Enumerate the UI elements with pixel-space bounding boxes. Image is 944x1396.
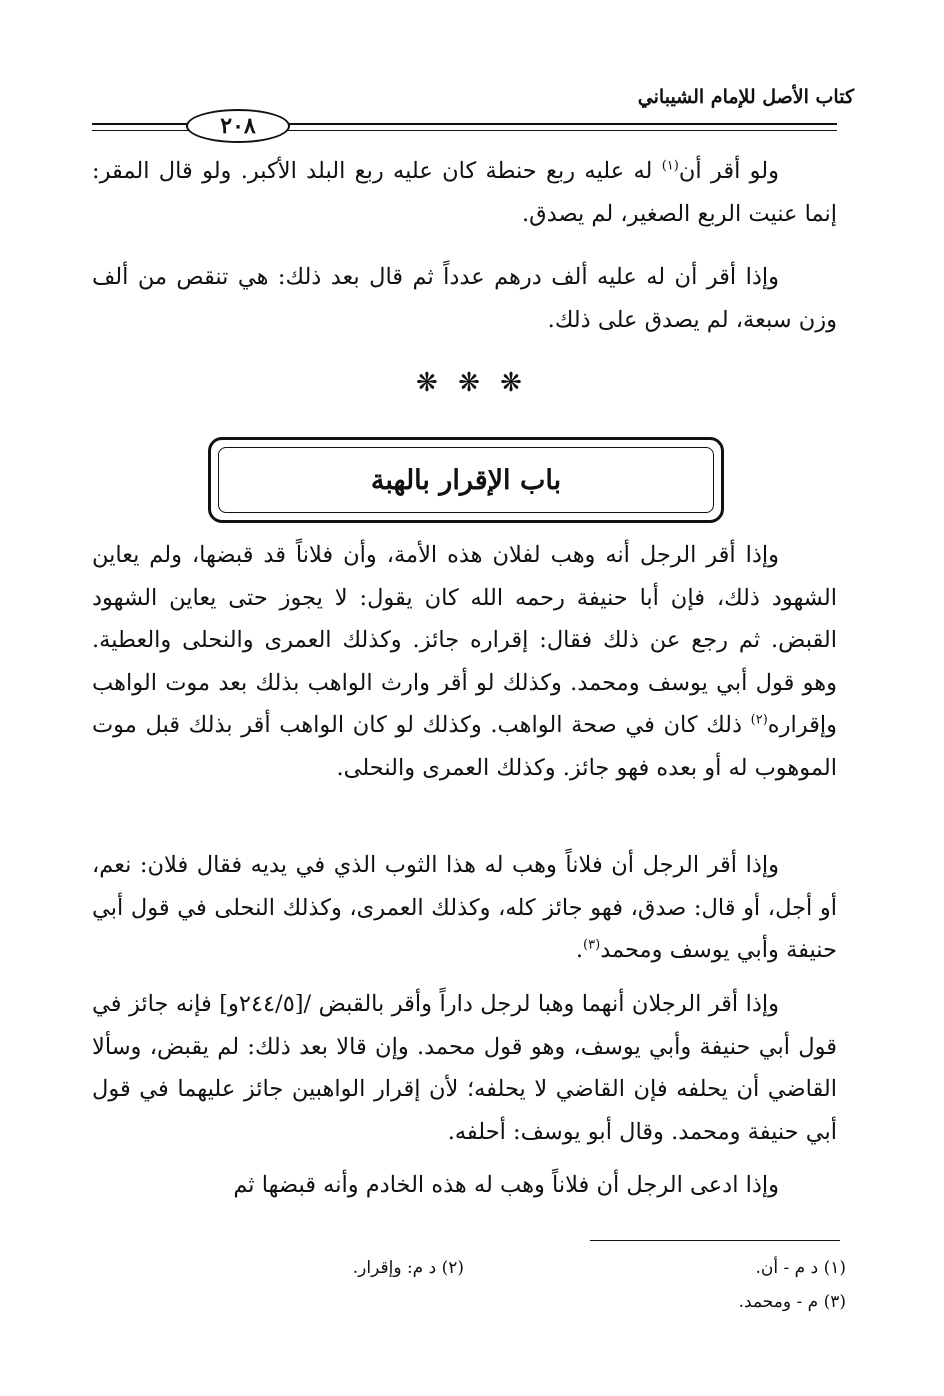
body-paragraph-4: وإذا ادعى الرجل أن فلاناً وهب له هذه الخادم وأنه قبضها ثم [233, 1172, 779, 1198]
footnote-ref-2: (٢) [750, 712, 768, 728]
footnote-ref-1: (١) [661, 158, 679, 174]
footnote-rule [590, 1240, 840, 1241]
chapter-title-frame [208, 437, 724, 523]
body-paragraph-2 [92, 844, 837, 972]
running-header-title: كتاب الأصل للإمام الشيباني [637, 86, 854, 108]
body-paragraph-1 [92, 534, 837, 789]
paragraph-1-text-after: له عليه ربع حنطة كان عليه ربع البلد الأكبر. ولو قال المقر: إنما عنيت الربع الصغير، لم يصدق. [92, 158, 837, 227]
footnote-1: (١) د م - أن. [755, 1258, 846, 1278]
paragraph-1-text-before: ولو أقر أن [678, 158, 779, 184]
section-separator: ❋ ❋ ❋ [416, 368, 528, 398]
body-paragraph-3: وإذا أقر الرجلان أنهما وهبا لرجل داراً وأقر بالقبض /[٢٤٤/٥و] فإنه جائز في قول أبي حنيفة وأبي يوسف، وهو قول محمد. وإن قالا بعد ذلك: لم يقبض، وسألا القاضي أن يحلفه فإن القاضي لا يحلفه؛ لأن إقرار الواهبين جائز عليهما في قول أبي حنيفة ومحمد. وقال أبو يوسف: أحلفه. [92, 991, 837, 1145]
chapter-title-inner-frame [218, 447, 714, 513]
page-number: ٢٠٨ [186, 109, 290, 143]
footnote-3: (٣) م - ومحمد. [738, 1292, 846, 1312]
body-paragraph-2-text-before: وإذا أقر الرجل أن فلاناً وهب له هذا الثوب الذي في يديه فقال فلان: نعم، أو أجل، أو قال: صدق، فهو جائز كله، وكذلك العمرى، وكذلك النحلى في قول أبي حنيفة وأبي يوسف ومحمد [92, 852, 837, 963]
footnote-ref-3: (٣) [583, 937, 601, 953]
body-paragraph-1-text-before: وإذا أقر الرجل أنه وهب لفلان هذه الأمة، وأن فلاناً قد قبضها، ولم يعاين الشهود ذلك، فإن أبا حنيفة رحمه الله كان يقول: لا يجوز حتى يعاين الشهود القبض. ثم رجع عن ذلك فقال: إقراره جائز. وكذلك العمرى والنحلى والعطية. وهو قول أبي يوسف ومحمد. وكذلك لو أقر وارث الواهب بذلك بعد موت الواهب وإقراره [92, 542, 837, 738]
body-paragraph-2-text-after: . [575, 937, 584, 963]
paragraph-1 [92, 150, 837, 235]
body-paragraph-1-text-after: ذلك كان في صحة الواهب. وكذلك لو كان الواهب أقر بذلك قبل موت الموهوب له أو بعده فهو جائز. وكذلك العمرى والنحلى. [92, 712, 837, 781]
footnote-2: (٢) د م: وإقرار. [352, 1258, 464, 1278]
chapter-title: باب الإقرار بالهبة [370, 464, 562, 496]
paragraph-2: وإذا أقر أن له عليه ألف درهم عدداً ثم قال بعد ذلك: هي تنقص من ألف وزن سبعة، لم يصدق على ذلك. [92, 264, 837, 333]
